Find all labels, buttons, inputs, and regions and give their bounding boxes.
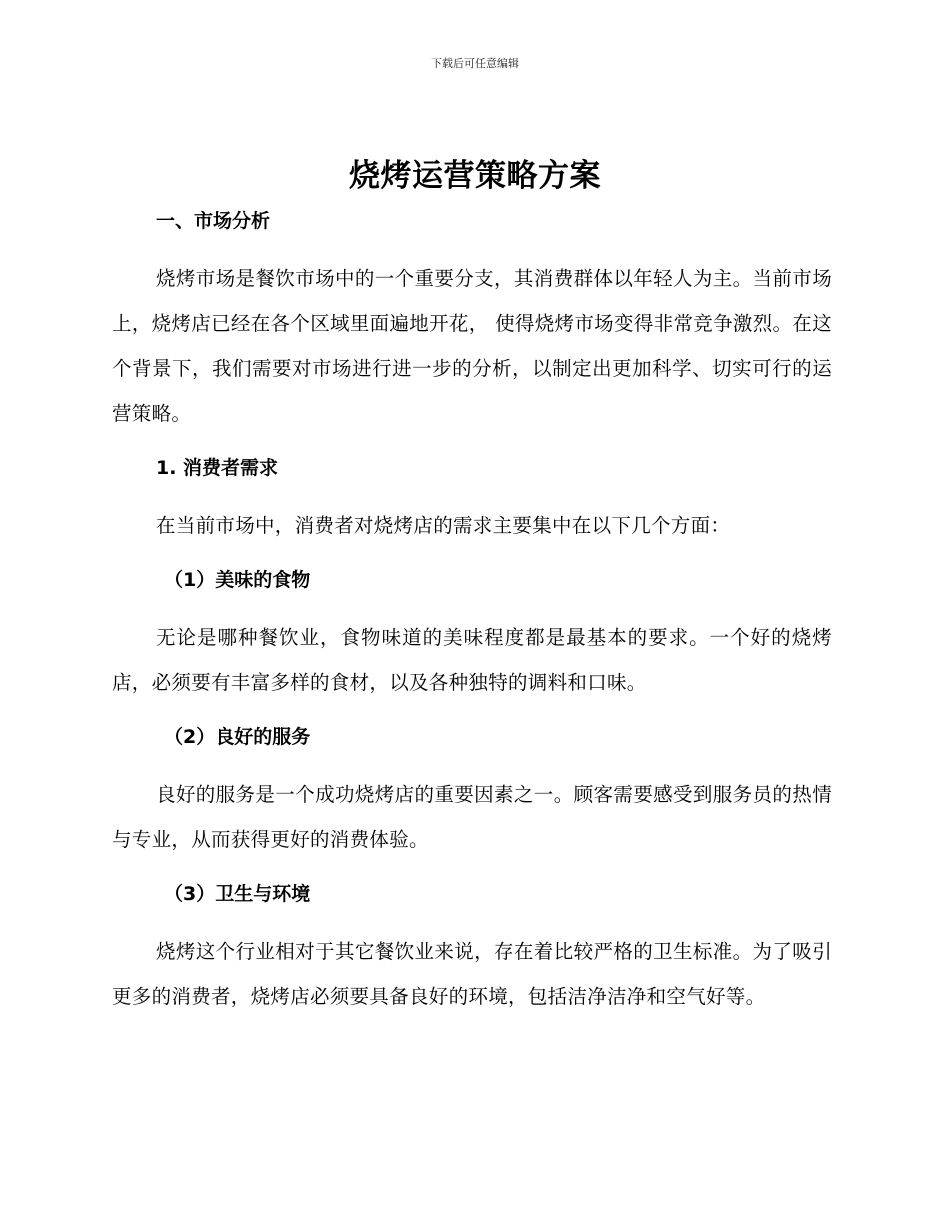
header-note: 下载后可任意编辑 [431, 57, 519, 70]
paragraph-food: 无论是哪种餐饮业，食物味道的美味程度都是最基本的要求。一个好的烧烤店，必须要有丰富多样的食材，以及各种独特的调料和口味。 [112, 626, 832, 694]
paragraph-demand-intro: 在当前市场中，消费者对烧烤店的需求主要集中在以下几个方面： [156, 514, 731, 537]
subsection-heading-consumer-demand: 1. 消费者需求 [156, 457, 279, 479]
item-heading-hygiene: （3）卫生与环境 [164, 883, 311, 905]
section-heading-market-analysis: 一、市场分析 [156, 210, 271, 232]
paragraph-hygiene: 烧烤这个行业相对于其它餐饮业来说，存在着比较严格的卫生标准。为了吸引更多的消费者，烧烤店必须要具备良好的环境，包括洁净洁净和空气好等。 [112, 940, 832, 1008]
document-title: 烧烤运营策略方案 [349, 158, 601, 194]
item-heading-food: （1）美味的食物 [164, 569, 311, 591]
paragraph-service: 良好的服务是一个成功烧烤店的重要因素之一。顾客需要感受到服务员的热情与专业，从而获得更好的消费体验。 [112, 783, 832, 851]
paragraph-market-intro: 烧烤市场是餐饮市场中的一个重要分支，其消费群体以年轻人为主。当前市场上，烧烤店已经在各个区域里面遍地开花， 使得烧烤市场变得非常竞争激烈。在这个背景下，我们需要对市场进行进一步的分析，以制定出更加科学、切实可行的运营策略。 [112, 267, 832, 425]
document-body [112, 203, 832, 1019]
item-heading-service: （2）良好的服务 [164, 726, 311, 748]
